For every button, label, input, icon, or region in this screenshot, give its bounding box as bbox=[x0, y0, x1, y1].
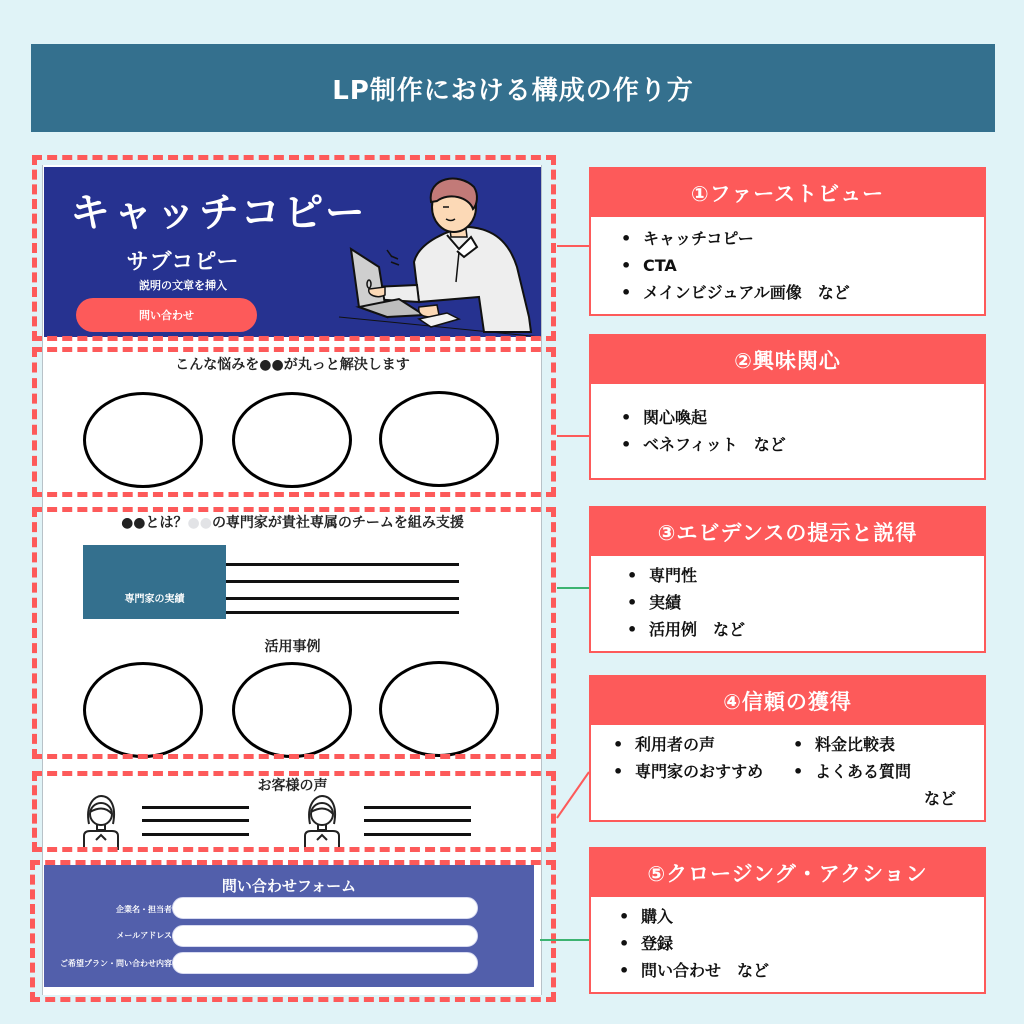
list-item: • キャッチコピー bbox=[621, 225, 984, 252]
card-title: ③エビデンスの提示と説得 bbox=[591, 508, 984, 556]
list-item: • 料金比較表 bbox=[793, 731, 911, 758]
list-item: • 関心喚起 bbox=[621, 404, 984, 431]
evidence-heading-suffix: の専門家が貴社専属のチームを組み支援 bbox=[211, 515, 464, 531]
list-item: • 問い合わせ など bbox=[619, 957, 984, 984]
form-label-inquiry: ご希望プラン・問い合わせ内容 bbox=[60, 959, 172, 968]
placeholder-dots: ●● bbox=[187, 515, 212, 531]
list-item: • 専門家のおすすめ bbox=[613, 758, 793, 785]
list-item: • メインビジュアル画像 など bbox=[621, 279, 984, 306]
evidence-heading-prefix: ●●とは？ bbox=[121, 515, 188, 531]
card-first-view bbox=[589, 167, 986, 316]
card-title: ①ファーストビュー bbox=[591, 169, 984, 217]
cases-heading: 活用事例 bbox=[264, 639, 321, 655]
card-list bbox=[621, 225, 984, 306]
card-trust bbox=[589, 675, 986, 822]
form-title: 問い合わせフォーム bbox=[221, 877, 357, 895]
list-item: • 購入 bbox=[619, 903, 984, 930]
region-evidence-frame bbox=[32, 507, 556, 759]
card-title: ⑤クロージング・アクション bbox=[591, 849, 984, 897]
hero-description: 説明の文章を挿入 bbox=[139, 279, 227, 292]
card-interest bbox=[589, 334, 986, 480]
region-first-view-frame bbox=[32, 155, 556, 341]
card-list bbox=[613, 731, 793, 785]
list-item: • ベネフィット など bbox=[621, 431, 984, 458]
list-item: • 専門性 bbox=[627, 562, 984, 589]
expert-results-box: 専門家の実績 bbox=[83, 545, 226, 619]
form-label-company: 企業名・担当者 bbox=[116, 905, 172, 914]
list-item: • 登録 bbox=[619, 930, 984, 957]
card-list bbox=[627, 562, 984, 643]
connector-line bbox=[557, 245, 589, 247]
card-evidence bbox=[589, 506, 986, 653]
form-label-email: メールアドレス bbox=[116, 931, 172, 940]
list-item: • 活用例 など bbox=[627, 616, 984, 643]
card-list bbox=[793, 731, 911, 785]
list-item: • よくある質問 bbox=[793, 758, 911, 785]
connector-line bbox=[557, 435, 589, 437]
connector-line bbox=[540, 939, 589, 941]
card-closing-action bbox=[589, 847, 986, 994]
card-list bbox=[619, 903, 984, 984]
connector-line bbox=[555, 770, 591, 820]
region-closing-frame bbox=[30, 860, 556, 1002]
voices-heading: お客様の声 bbox=[257, 778, 328, 794]
card-footer-note: など bbox=[923, 789, 956, 808]
card-title: ②興味関心 bbox=[591, 336, 984, 384]
region-voices-frame bbox=[32, 771, 556, 852]
card-title: ④信頼の獲得 bbox=[591, 677, 984, 725]
cta-button[interactable]: 問い合わせ bbox=[76, 298, 257, 332]
list-item: • 利用者の声 bbox=[613, 731, 793, 758]
page-title: LP制作における構成の作り方 bbox=[31, 44, 995, 132]
catch-copy: キャッチコピー bbox=[70, 190, 368, 236]
list-item: • CTA bbox=[621, 252, 984, 279]
sub-copy: サブコピー bbox=[126, 250, 240, 275]
interest-heading: こんな悩みを●●が丸っと解決します bbox=[175, 357, 410, 373]
connector-line bbox=[557, 587, 589, 589]
card-list bbox=[621, 404, 984, 458]
region-interest-frame bbox=[32, 347, 556, 497]
list-item: • 実績 bbox=[627, 589, 984, 616]
